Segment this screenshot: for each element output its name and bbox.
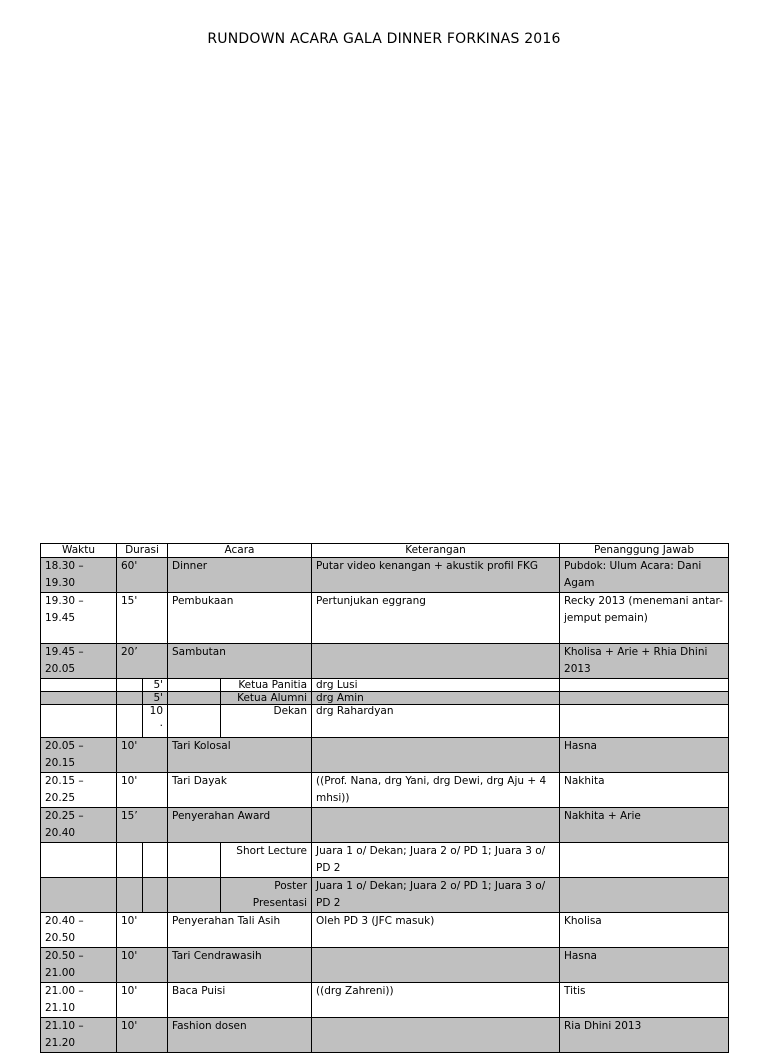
cell-waktu: 20.25 – 20.40: [41, 808, 117, 843]
cell-durasi-empty: [117, 679, 143, 692]
cell-durasi: 10': [117, 738, 168, 773]
cell-waktu: 21.10 – 21.20: [41, 1018, 117, 1053]
cell-durasi: 10': [117, 983, 168, 1018]
header-durasi: Durasi: [117, 544, 168, 558]
cell-penanggung-jawab: [560, 843, 729, 878]
header-penanggung-jawab: Penanggung Jawab: [560, 544, 729, 558]
cell-keterangan: Putar video kenangan + akustik profil FKG: [312, 558, 560, 593]
cell-durasi-empty: [117, 843, 143, 878]
table-subrow: [41, 692, 729, 705]
cell-acara: Baca Puisi: [168, 983, 312, 1018]
cell-durasi: 10': [117, 1018, 168, 1053]
cell-keterangan: drg Amin: [312, 692, 560, 705]
table-row: [41, 738, 729, 773]
header-waktu: Waktu: [41, 544, 117, 558]
cell-waktu-empty: [41, 692, 117, 705]
cell-penanggung-jawab: Nakhita: [560, 773, 729, 808]
cell-durasi: 10': [117, 948, 168, 983]
cell-penanggung-jawab: Hasna: [560, 738, 729, 773]
cell-keterangan: [312, 738, 560, 773]
cell-durasi: 10': [117, 913, 168, 948]
header-keterangan: Keterangan: [312, 544, 560, 558]
cell-keterangan: [312, 808, 560, 843]
cell-acara: Dinner: [168, 558, 312, 593]
cell-acara: Penyerahan Award: [168, 808, 312, 843]
cell-waktu: 19.45 – 20.05: [41, 644, 117, 679]
cell-acara: Pembukaan: [168, 593, 312, 644]
table-subrow: [41, 679, 729, 692]
cell-waktu: 18.30 – 19.30: [41, 558, 117, 593]
table-row: [41, 983, 729, 1018]
cell-waktu: 20.50 – 21.00: [41, 948, 117, 983]
cell-waktu: 20.15 – 20.25: [41, 773, 117, 808]
header-acara: Acara: [168, 544, 312, 558]
cell-penanggung-jawab: Kholisa + Arie + Rhia Dhini 2013: [560, 644, 729, 679]
cell-keterangan: [312, 644, 560, 679]
cell-sub-durasi: 10 .: [143, 705, 168, 738]
cell-penanggung-jawab: Ria Dhini 2013: [560, 1018, 729, 1053]
cell-durasi: 20’: [117, 644, 168, 679]
cell-sub-acara: Ketua Panitia: [221, 679, 312, 692]
table-subrow: [41, 705, 729, 738]
cell-acara: Tari Cendrawasih: [168, 948, 312, 983]
cell-keterangan: Juara 1 o/ Dekan; Juara 2 o/ PD 1; Juara 3 o/ PD 2: [312, 843, 560, 878]
cell-penanggung-jawab: Hasna: [560, 948, 729, 983]
cell-keterangan: ((Prof. Nana, drg Yani, drg Dewi, drg Aju + 4 mhsi)): [312, 773, 560, 808]
cell-sub-acara: Dekan: [221, 705, 312, 738]
cell-durasi: 15': [117, 593, 168, 644]
cell-waktu: 20.05 – 20.15: [41, 738, 117, 773]
cell-keterangan: drg Lusi: [312, 679, 560, 692]
table-row: [41, 773, 729, 808]
cell-sub-acara: Ketua Alumni: [221, 692, 312, 705]
cell-acara: Tari Dayak: [168, 773, 312, 808]
cell-waktu-empty: [41, 878, 117, 913]
cell-sub-acara: Short Lecture: [221, 843, 312, 878]
cell-keterangan: Oleh PD 3 (JFC masuk): [312, 913, 560, 948]
cell-durasi: 60': [117, 558, 168, 593]
cell-waktu-empty: [41, 679, 117, 692]
rundown-table: [40, 543, 729, 1053]
cell-durasi-empty: [117, 692, 143, 705]
table-subrow: [41, 878, 729, 913]
table-row: [41, 913, 729, 948]
cell-acara-empty: [168, 843, 221, 878]
cell-acara-empty: [168, 878, 221, 913]
cell-keterangan: Juara 1 o/ Dekan; Juara 2 o/ PD 1; Juara 3 o/ PD 2: [312, 878, 560, 913]
cell-acara-empty: [168, 705, 221, 738]
cell-penanggung-jawab: [560, 705, 729, 738]
cell-penanggung-jawab: Kholisa: [560, 913, 729, 948]
cell-acara: Fashion dosen: [168, 1018, 312, 1053]
cell-penanggung-jawab: Recky 2013 (menemani antar-jemput pemain): [560, 593, 729, 644]
cell-penanggung-jawab: Nakhita + Arie: [560, 808, 729, 843]
cell-acara: Sambutan: [168, 644, 312, 679]
cell-durasi: 10': [117, 773, 168, 808]
cell-penanggung-jawab: Pubdok: Ulum Acara: Dani Agam: [560, 558, 729, 593]
table-header-row: [41, 544, 729, 558]
cell-sub-durasi: 5': [143, 679, 168, 692]
table-row: [41, 644, 729, 679]
cell-keterangan: Pertunjukan eggrang: [312, 593, 560, 644]
cell-waktu-empty: [41, 843, 117, 878]
table-row: [41, 808, 729, 843]
cell-sub-acara: Poster Presentasi: [221, 878, 312, 913]
cell-acara: Penyerahan Tali Asih: [168, 913, 312, 948]
table-row: [41, 593, 729, 644]
cell-acara: Tari Kolosal: [168, 738, 312, 773]
document-title: RUNDOWN ACARA GALA DINNER FORKINAS 2016: [207, 31, 561, 47]
table-row: [41, 1018, 729, 1053]
cell-waktu: 19.30 – 19.45: [41, 593, 117, 644]
cell-waktu: 21.00 – 21.10: [41, 983, 117, 1018]
table-row: [41, 558, 729, 593]
cell-penanggung-jawab: [560, 679, 729, 692]
cell-penanggung-jawab: [560, 878, 729, 913]
cell-waktu-empty: [41, 705, 117, 738]
cell-waktu: 20.40 – 20.50: [41, 913, 117, 948]
cell-sub-durasi: [143, 843, 168, 878]
cell-sub-durasi: 5': [143, 692, 168, 705]
cell-keterangan: [312, 1018, 560, 1053]
cell-keterangan: ((drg Zahreni)): [312, 983, 560, 1018]
cell-durasi-empty: [117, 878, 143, 913]
cell-acara-empty: [168, 692, 221, 705]
cell-keterangan: drg Rahardyan: [312, 705, 560, 738]
table-subrow: [41, 843, 729, 878]
cell-durasi-empty: [117, 705, 143, 738]
cell-penanggung-jawab: Titis: [560, 983, 729, 1018]
table-row: [41, 948, 729, 983]
cell-sub-durasi: [143, 878, 168, 913]
cell-penanggung-jawab: [560, 692, 729, 705]
cell-durasi: 15’: [117, 808, 168, 843]
cell-keterangan: [312, 948, 560, 983]
cell-acara-empty: [168, 679, 221, 692]
